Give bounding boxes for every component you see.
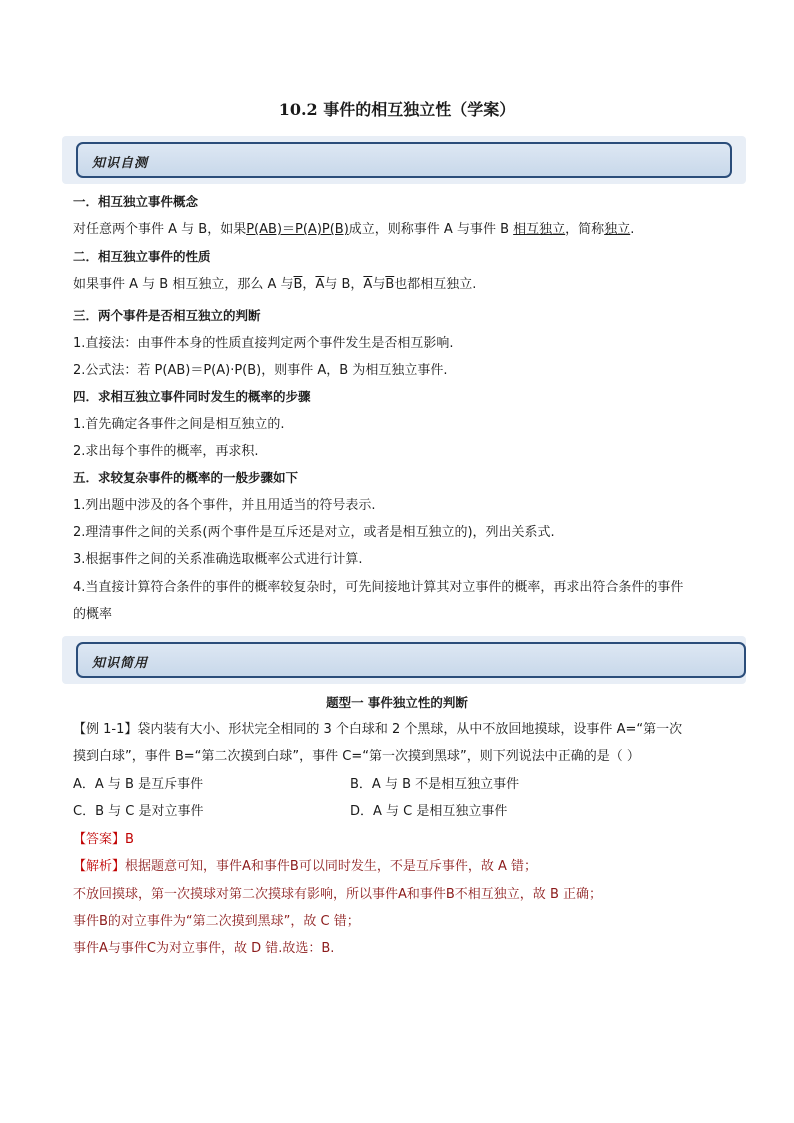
options-row-1 — [73, 776, 713, 794]
analysis-label: 【解析】 — [73, 859, 126, 874]
section-2-heading: 二．相互独立事件的性质 — [73, 249, 211, 264]
section-4-line-2: 2.求出每个事件的概率，再求积. — [73, 444, 259, 459]
complement-b: $\overline{B}$ — [293, 277, 303, 292]
section-1-heading: 一．相互独立事件概念 — [73, 194, 199, 209]
underlined-formula: P(AB)＝P(A)P(B) — [246, 222, 349, 237]
text-run: . — [630, 222, 635, 237]
analysis-line-4: 事件A与事件C为对立事件，故 D 错.故选：B. — [73, 941, 335, 956]
underlined-term: 独立 — [604, 222, 631, 237]
answer-line — [73, 831, 134, 849]
answer-value: B — [125, 832, 134, 847]
text-run: 也都相互独立. — [394, 277, 477, 292]
text-run: ， — [302, 277, 316, 292]
banner-knowledge-apply — [76, 642, 746, 678]
option-a: A．A 与 B 是互斥事件 — [73, 777, 204, 792]
text-run: 如果事件 A 与 B 相互独立，那么 A 与 — [73, 277, 294, 292]
section-5-line-4: 4.当直接计算符合条件的事件的概率较复杂时，可先间接地计算其对立事件的概率，再求出符合条件的事件 — [73, 580, 684, 595]
analysis-line-2: 不放回摸球，第一次摸球对第二次摸球有影响，所以事件A和事件B不相互独立，故 B 正确； — [73, 887, 602, 902]
answer-label: 【答案】 — [73, 832, 126, 847]
options-row-2 — [73, 803, 713, 821]
section-3-line-1: 1.直接法：由事件本身的性质直接判定两个事件发生是否相互影响. — [73, 336, 454, 351]
complement-b: $\overline{B}$ — [385, 277, 395, 292]
complement-a: $\overline{A}$ — [315, 277, 325, 292]
section-5-line-3: 3.根据事件之间的关系准确选取概率公式进行计算. — [73, 552, 363, 567]
option-d: D．A 与 C 是相互独立事件 — [350, 804, 508, 819]
section-5-line-1: 1.列出题中涉及的各个事件，并且用适当的符号表示. — [73, 498, 376, 513]
section-5-line-5: 的概率 — [73, 607, 113, 622]
option-c: C．B 与 C 是对立事件 — [73, 804, 204, 819]
complement-a: $\overline{A}$ — [363, 277, 373, 292]
type-heading: 题型一 事件独立性的判断 — [326, 695, 468, 710]
analysis-text: 根据题意可知，事件A和事件B可以同时发生，不是互斥事件，故 A 错； — [125, 859, 537, 874]
text-run: 对任意两个事件 A 与 B，如果 — [73, 222, 247, 237]
section-4-heading: 四．求相互独立事件同时发生的概率的步骤 — [73, 389, 311, 404]
analysis-line-1 — [73, 858, 537, 876]
section-2-text — [73, 276, 476, 294]
question-line-1: 【例 1-1】袋内装有大小、形状完全相同的 3 个白球和 2 个黑球，从中不放回地摸球，设事件 A=“第一次 — [73, 722, 683, 737]
text-run: 与 — [372, 277, 386, 292]
banner-knowledge-test — [76, 142, 732, 178]
analysis-line-3: 事件B的对立事件为“第二次摸到黑球”，故 C 错； — [73, 914, 360, 929]
section-3-line-2: 2.公式法：若 P(AB)＝P(A)·P(B)，则事件 A，B 为相互独立事件. — [73, 363, 448, 378]
text-run: 成立，则称事件 A 与事件 B — [348, 222, 510, 237]
option-b: B．A 与 B 不是相互独立事件 — [350, 777, 520, 792]
question-line-2: 摸到白球”，事件 B=“第二次摸到白球”，事件 C=“第一次摸到黑球”，则下列说法中正确的是（ ） — [73, 749, 640, 764]
banner-label: 知识自测 — [92, 156, 149, 171]
banner-label: 知识简用 — [92, 656, 149, 671]
page-title: 10.2 事件的相互独立性（学案） — [278, 100, 516, 119]
section-1-text — [73, 221, 634, 239]
section-5-heading: 五．求较复杂事件的概率的一般步骤如下 — [73, 470, 299, 485]
section-4-line-1: 1.首先确定各事件之间是相互独立的. — [73, 417, 285, 432]
text-run: ，简称 — [565, 222, 605, 237]
underlined-term: 相互独立 — [513, 222, 566, 237]
section-5-line-2: 2.理清事件之间的关系(两个事件是互斥还是对立，或者是相互独立的)，列出关系式. — [73, 525, 555, 540]
section-3-heading: 三．两个事件是否相互独立的判断 — [73, 308, 261, 323]
text-run: 与 B， — [324, 277, 364, 292]
